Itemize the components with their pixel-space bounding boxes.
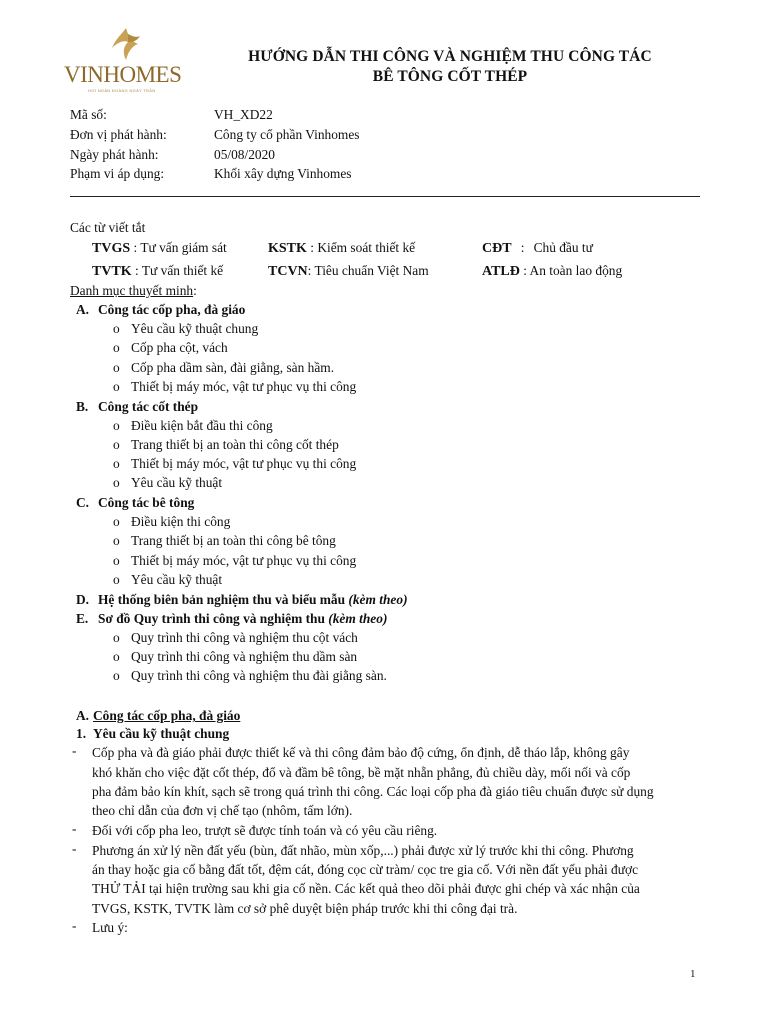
toc-item-label: Điều kiện bắt đầu thi công bbox=[131, 418, 273, 433]
paragraph-3-line: TVGS, KSTK, TVTK làm cơ sở phê duyệt biện pháp trước khi thi công đại trà. bbox=[92, 901, 518, 916]
abbr-value: Tiêu chuẩn Việt Nam bbox=[314, 263, 429, 278]
paragraph-1-line: Cốp pha và đà giáo phải được thiết kế và thi công đảm bảo độ cứng, ổn định, dễ tháo lắp, không gây bbox=[92, 745, 630, 760]
abbr-key: TCVN bbox=[268, 264, 308, 279]
abbr-key: ATLĐ bbox=[482, 264, 520, 279]
meta-label: Mã số: bbox=[70, 107, 107, 122]
toc-heading-colon: : bbox=[193, 283, 197, 298]
meta-label: Phạm vi áp dụng: bbox=[70, 166, 165, 181]
meta-label: Đơn vị phát hành: bbox=[70, 127, 167, 142]
toc-item-label: Cốp pha dầm sàn, đài giằng, sàn hầm. bbox=[131, 360, 335, 375]
toc-item bbox=[113, 473, 222, 492]
section-note: (kèm theo) bbox=[328, 611, 388, 626]
paragraph-3-line: THỬ TẢI tại hiện trường sau khi gia cố nền. Các kết quả theo dõi phải được ghi chép và xác nhận của bbox=[92, 881, 640, 896]
bullet-icon: o bbox=[113, 418, 120, 433]
dash-bullet: - bbox=[72, 743, 77, 758]
toc-section-d bbox=[76, 590, 408, 609]
logo-wordmark: VINHOMES bbox=[64, 62, 182, 87]
toc-item-label: Thiết bị máy móc, vật tư phục vụ thi công bbox=[131, 553, 357, 568]
abbr-value: Tư vấn giám sát bbox=[140, 240, 227, 255]
bullet-icon: o bbox=[113, 514, 120, 529]
vinhomes-logo bbox=[62, 26, 190, 94]
abbr-cdt bbox=[482, 238, 593, 258]
dash-bullet: - bbox=[72, 918, 77, 933]
abbr-sep: : bbox=[307, 263, 315, 278]
meta-value: 05/08/2020 bbox=[214, 147, 276, 162]
abbr-value: Chủ đầu tư bbox=[533, 240, 593, 255]
page-number: 1 bbox=[690, 968, 696, 980]
section-title: Hệ thống biên bản nghiệm thu và biểu mẫu bbox=[98, 592, 346, 607]
toc-item-label: Trang thiết bị an toàn thi công bê tông bbox=[131, 533, 336, 548]
bullet-icon: o bbox=[113, 668, 120, 683]
abbr-sep: : bbox=[306, 240, 318, 255]
abbr-key: TVGS bbox=[92, 241, 131, 256]
toc-item-label: Yêu cầu kỹ thuật bbox=[131, 572, 223, 587]
dash-bullet: - bbox=[72, 841, 77, 856]
toc-section-a bbox=[76, 300, 245, 319]
abbr-key: KSTK bbox=[268, 241, 307, 256]
toc-item bbox=[113, 628, 358, 647]
abbr-tcvn bbox=[268, 261, 429, 281]
bullet-icon: o bbox=[113, 475, 120, 490]
bullet-icon: o bbox=[113, 340, 120, 355]
toc-item-label: Yêu cầu kỹ thuật bbox=[131, 475, 223, 490]
abbr-tvgs bbox=[92, 238, 227, 258]
paragraph-1-line: pha đảm bảo kín khít, sạch sẽ trong quá trình thi công. Các loại cốp pha đà giáo tiêu chuẩn được sử dụng bbox=[92, 784, 654, 799]
bullet-icon: o bbox=[113, 360, 120, 375]
dash-bullet: - bbox=[72, 821, 77, 836]
section-letter: A. bbox=[76, 302, 90, 317]
abbr-sep: : bbox=[131, 263, 142, 278]
toc-item-label: Yêu cầu kỹ thuật chung bbox=[131, 321, 259, 336]
bullet-icon: o bbox=[113, 553, 120, 568]
abbreviations-heading: Các từ viết tắt bbox=[70, 220, 146, 235]
toc-item-label: Điều kiện thi công bbox=[131, 514, 231, 529]
paragraph-2: Đối với cốp pha leo, trượt sẽ được tính toán và có yêu cầu riêng. bbox=[92, 823, 438, 838]
toc-section-c bbox=[76, 493, 194, 512]
section-title: Công tác cốp pha, đà giáo bbox=[98, 302, 246, 317]
toc-item bbox=[113, 666, 387, 685]
abbr-sep: : bbox=[520, 240, 525, 255]
toc-item bbox=[113, 319, 258, 338]
abbr-kstk bbox=[268, 238, 415, 258]
paragraph-1-line: theo chỉ dẫn của đơn vị chế tạo (nhôm, tấm lớn). bbox=[92, 803, 353, 818]
toc-item bbox=[113, 435, 339, 454]
header-divider bbox=[70, 196, 700, 197]
meta-value: Khối xây dựng Vinhomes bbox=[214, 166, 352, 181]
body-subsection-heading bbox=[76, 724, 229, 743]
abbr-sep: : bbox=[519, 263, 530, 278]
bullet-icon: o bbox=[113, 456, 120, 471]
bullet-icon: o bbox=[113, 572, 120, 587]
toc-heading bbox=[70, 281, 197, 300]
body-sub-title: Yêu cầu kỹ thuật chung bbox=[93, 726, 230, 741]
abbr-value: Tư vấn thiết kế bbox=[141, 263, 224, 278]
abbr-value: An toàn lao động bbox=[529, 263, 623, 278]
body-section-title: Công tác cốp pha, đà giáo bbox=[93, 708, 241, 723]
section-title: Sơ đồ Quy trình thi công và nghiệm thu bbox=[98, 611, 325, 626]
toc-item bbox=[113, 377, 356, 396]
body-section-letter: A. bbox=[76, 708, 90, 723]
abbr-key: CĐT bbox=[482, 241, 512, 256]
bullet-icon: o bbox=[113, 533, 120, 548]
meta-value: VH_XD22 bbox=[214, 107, 273, 122]
abbr-key: TVTK bbox=[92, 264, 132, 279]
toc-heading-text: Danh mục thuyết minh bbox=[70, 283, 194, 298]
toc-item bbox=[113, 338, 228, 357]
section-letter: E. bbox=[76, 611, 89, 626]
body-section-heading bbox=[76, 706, 240, 725]
section-title: Công tác cốt thép bbox=[98, 399, 199, 414]
paragraph-4: Lưu ý: bbox=[92, 920, 128, 935]
document-title bbox=[200, 47, 700, 87]
bullet-icon: o bbox=[113, 437, 120, 452]
toc-item-label: Thiết bị máy móc, vật tư phục vụ thi công bbox=[131, 379, 357, 394]
toc-item bbox=[113, 551, 356, 570]
toc-item-label: Quy trình thi công và nghiệm thu đài giằng sàn. bbox=[131, 668, 387, 683]
paragraph-1-line: khó khăn cho việc đặt cốt thép, đổ và đầm bê tông, bề mặt nhẵn phẳng, đủ chiều dày, mối nối và cốp bbox=[92, 765, 631, 780]
section-title: Công tác bê tông bbox=[98, 495, 195, 510]
abbr-value: Kiểm soát thiết kế bbox=[317, 240, 416, 255]
toc-item bbox=[113, 647, 357, 666]
title-line-2: BÊ TÔNG CỐT THÉP bbox=[372, 68, 528, 85]
toc-item bbox=[113, 454, 356, 473]
toc-item-label: Quy trình thi công và nghiệm thu dầm sàn bbox=[131, 649, 358, 664]
section-note: (kèm theo) bbox=[348, 592, 408, 607]
abbr-sep: : bbox=[130, 240, 141, 255]
logo-tagline: HƠI NGÂN ĐOÀNG NGÀY TRẦN bbox=[88, 88, 156, 93]
bullet-icon: o bbox=[113, 379, 120, 394]
toc-item-label: Thiết bị máy móc, vật tư phục vụ thi công bbox=[131, 456, 357, 471]
toc-item bbox=[113, 512, 230, 531]
bird-emblem-icon bbox=[106, 26, 146, 62]
toc-section-e bbox=[76, 609, 387, 628]
paragraph-3-line: Phương án xử lý nền đất yếu (bùn, đất nhão, mùn xốp,...) phải được xử lý trước khi thi công. Phương bbox=[92, 843, 634, 858]
section-letter: B. bbox=[76, 399, 89, 414]
section-letter: D. bbox=[76, 592, 90, 607]
abbr-tvtk bbox=[92, 261, 223, 281]
body-sub-number: 1. bbox=[76, 726, 87, 741]
bullet-icon: o bbox=[113, 321, 120, 336]
toc-section-b bbox=[76, 397, 198, 416]
abbr-atld bbox=[482, 261, 622, 281]
meta-value: Công ty cổ phần Vinhomes bbox=[214, 127, 360, 142]
toc-item bbox=[113, 531, 336, 550]
toc-item bbox=[113, 416, 273, 435]
bullet-icon: o bbox=[113, 630, 120, 645]
toc-item bbox=[113, 358, 334, 377]
toc-item bbox=[113, 570, 222, 589]
toc-item-label: Quy trình thi công và nghiệm thu cột vách bbox=[131, 630, 358, 645]
bullet-icon: o bbox=[113, 649, 120, 664]
paragraph-3-line: án thay hoặc gia cố bằng đất tốt, đệm cát, đóng cọc cừ tràm/ cọc tre gia cố. Với nền đất yếu phải được bbox=[92, 862, 639, 877]
toc-item-label: Trang thiết bị an toàn thi công cốt thép bbox=[131, 437, 339, 452]
toc-item-label: Cốp pha cột, vách bbox=[131, 340, 228, 355]
title-line-1: HƯỚNG DẪN THI CÔNG VÀ NGHIỆM THU CÔNG TÁC bbox=[248, 48, 652, 65]
section-letter: C. bbox=[76, 495, 90, 510]
meta-label: Ngày phát hành: bbox=[70, 147, 159, 162]
